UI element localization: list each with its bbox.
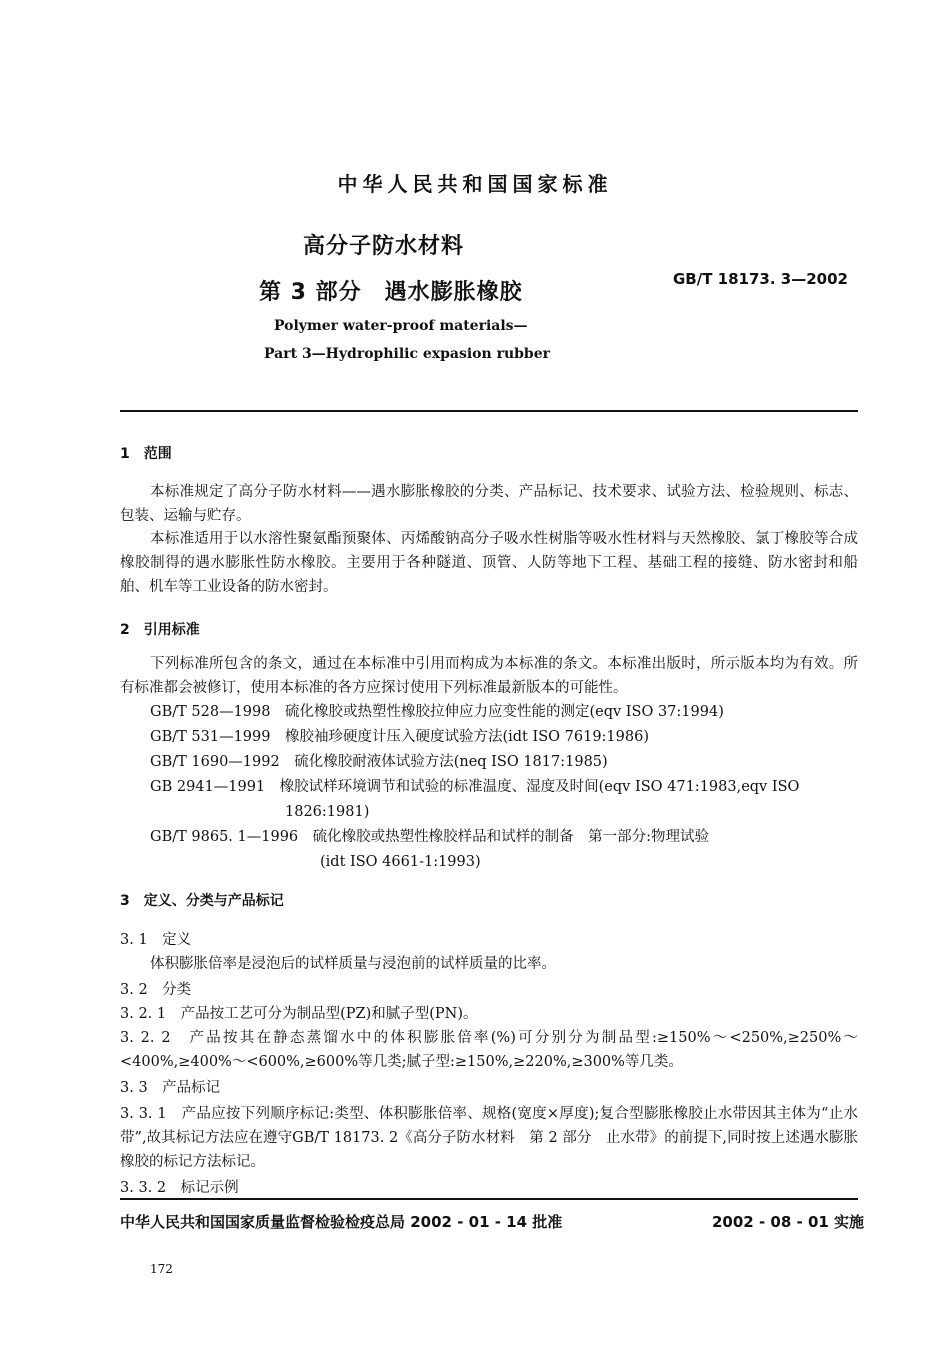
sec1-paragraph-2: 本标准适用于以水溶性聚氨酯预聚体、丙烯酸钠高分子吸水性树脂等吸水性材料与天然橡胶、氯丁橡胶等合成橡胶制得的遇水膨胀性防水橡胶。主要用于各种隧道、顶管、人防等地下工程、基础工程的接缝、防水密封和船舶、机车等工业设备的防水密封。 xyxy=(120,531,858,595)
approval-statement: 中华人民共和国国家质量监督检验检疫总局 2002 - 01 - 14 批准 xyxy=(120,1213,563,1231)
page-number: 172 xyxy=(150,1262,173,1276)
title-en-line2: Part 3—Hydrophilic expasion rubber xyxy=(264,346,550,362)
ref-item: GB/T 9865. 1—1996 硫化橡胶或热塑性橡胶样品和试样的制备 第一部分:物理试验 xyxy=(150,829,710,845)
ref-item: GB/T 531—1999 橡胶袖珍硬度计压入硬度试验方法(idt ISO 7619:1986) xyxy=(150,729,649,745)
sec1-paragraph-1: 本标准规定了高分子防水材料——遇水膨胀橡胶的分类、产品标记、技术要求、试验方法、检验规则、标志、包装、运输与贮存。 xyxy=(120,484,858,524)
standard-number: GB/T 18173. 3—2002 xyxy=(673,270,848,288)
sec3-1-heading: 3. 1 定义 xyxy=(120,932,192,948)
sec3-2-1-text: 3. 2. 1 产品按工艺可分为制品型(PZ)和腻子型(PN)。 xyxy=(120,1006,478,1022)
sec3-3-2-heading: 3. 3. 2 标记示例 xyxy=(120,1180,239,1196)
title-en-line1: Polymer water-proof materials— xyxy=(274,318,528,334)
ref-item: GB 2941—1991 橡胶试样环境调节和试验的标准温度、湿度及时间(eqv ISO 471:1983,eqv ISO xyxy=(150,779,800,795)
top-divider xyxy=(120,410,858,412)
implementation-date: 2002 - 08 - 01 实施 xyxy=(712,1213,865,1231)
sec1-heading: 1 范围 xyxy=(120,446,172,462)
ref-item: GB/T 1690—1992 硫化橡胶耐液体试验方法(neq ISO 1817:1985) xyxy=(150,754,608,770)
ref-item: GB/T 528—1998 硫化橡胶或热塑性橡胶拉伸应力应变性能的测定(eqv ISO 37:1994) xyxy=(150,704,724,720)
sec3-2-heading: 3. 2 分类 xyxy=(120,982,192,998)
sec3-2-2-text: 3. 2. 2 产品按其在静态蒸馏水中的体积膨胀倍率(%)可分别分为制品型:≥150%～<250%,≥250%～<400%,≥400%～<600%,≥600%等几类;腻子型:≥150%,≥220%,≥300%等几类。 xyxy=(120,1030,858,1070)
title-cn-line2: 第 3 部分 遇水膨胀橡胶 xyxy=(259,280,523,305)
sec2-heading: 2 引用标准 xyxy=(120,622,200,638)
bottom-divider xyxy=(120,1198,858,1200)
title-cn-line1: 高分子防水材料 xyxy=(303,234,465,259)
sec3-3-heading: 3. 3 产品标记 xyxy=(120,1080,221,1096)
sec3-3-1-text: 3. 3. 1 产品应按下列顺序标记:类型、体积膨胀倍率、规格(宽度×厚度);复合型膨胀橡胶止水带因其主体为“止水带”,故其标记方法应在遵守GB/T 18173. 2《高分子防水材料 第 2 部分 止水带》的前提下,同时按上述遇水膨胀橡胶的标记方法标记。 xyxy=(120,1106,858,1170)
ref-item-continued: (idt ISO 4661-1:1993) xyxy=(320,854,481,870)
ref-item-continued: 1826:1981) xyxy=(285,804,370,820)
sec2-paragraph-1: 下列标准所包含的条文，通过在本标准中引用而构成为本标准的条文。本标准出版时，所示版本均为有效。所有标准都会被修订，使用本标准的各方应探讨使用下列标准最新版本的可能性。 xyxy=(120,656,858,696)
sec3-1-text: 体积膨胀倍率是浸泡后的试样质量与浸泡前的试样质量的比率。 xyxy=(150,956,556,972)
standard-header: 中华人民共和国国家标准 xyxy=(337,172,613,196)
sec3-heading: 3 定义、分类与产品标记 xyxy=(120,893,284,909)
